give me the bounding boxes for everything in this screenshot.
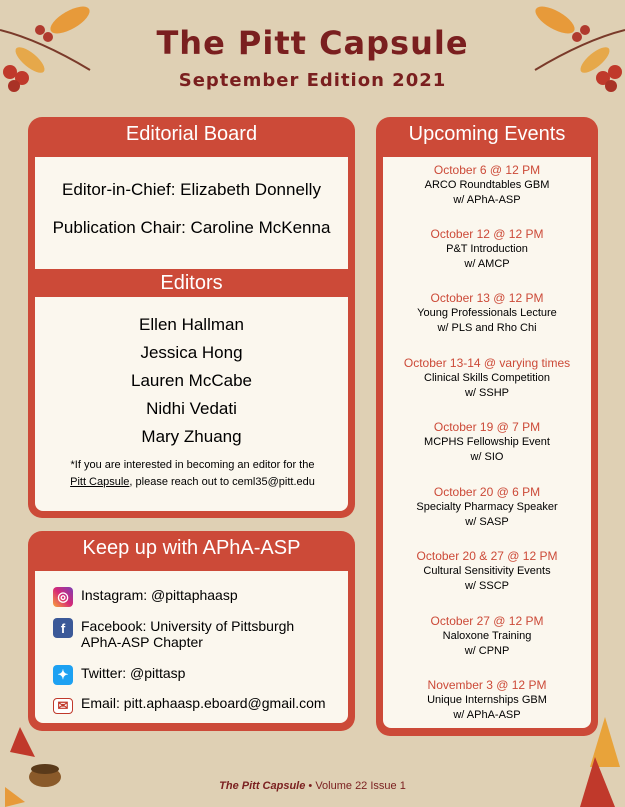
facebook-icon: f — [53, 618, 73, 638]
instagram-row[interactable]: ◎ Instagram: @pittaphaasp — [53, 587, 238, 607]
editors-heading: Editors — [160, 272, 223, 294]
event-item: October 19 @ 7 PM MCPHS Fellowship Event w/ SIO — [424, 420, 550, 463]
pitt-capsule-link[interactable]: Pitt Capsule — [70, 476, 130, 488]
editorial-board-heading: Editorial Board — [125, 123, 258, 145]
event-item: October 13-14 @ varying times Clinical Skills Competition w/ SSHP — [403, 356, 571, 399]
keep-up-card — [28, 531, 355, 731]
editor-name: Nidhi Vedati — [146, 399, 237, 418]
event-item: October 20 @ 6 PM Specialty Pharmacy Speaker w/ SASP — [416, 485, 558, 528]
twitter-row[interactable]: ✦ Twitter: @pittasp — [53, 665, 185, 685]
footer-publication: The Pitt Capsule — [219, 780, 306, 792]
keep-up-heading: Keep up with APhA-ASP — [82, 537, 301, 559]
upcoming-events-heading: Upcoming Events — [408, 123, 566, 145]
event-item: October 27 @ 12 PM Naloxone Training w/ CPNP — [430, 614, 544, 657]
editors-list — [35, 311, 348, 451]
facebook-row[interactable]: f Facebook: University of Pittsburgh APhA-ASP Chapter — [53, 618, 323, 650]
editor-name: Jessica Hong — [140, 343, 243, 362]
email-row[interactable]: ✉ Email: pitt.aphaasp.eboard@gmail.com — [53, 695, 326, 714]
event-item: October 13 @ 12 PM Young Professionals Lecture w/ PLS and Rho Chi — [417, 291, 557, 334]
event-item: October 6 @ 12 PM ARCO Roundtables GBM w/ APhA-ASP — [424, 163, 550, 206]
footer — [0, 780, 625, 792]
editor-name: Ellen Hallman — [139, 315, 244, 334]
upcoming-events-card — [376, 117, 598, 736]
footer-issue: • Volume 22 Issue 1 — [305, 780, 406, 792]
event-item: October 20 & 27 @ 12 PM Cultural Sensitivity Events w/ SSCP — [416, 549, 558, 592]
editor-name: Lauren McCabe — [131, 371, 252, 390]
twitter-icon: ✦ — [53, 665, 73, 685]
editorial-board-card — [28, 117, 355, 518]
editorial-board-body — [35, 157, 348, 269]
upcoming-events-body — [383, 157, 591, 728]
editor-name: Mary Zhuang — [141, 427, 242, 446]
event-item: October 12 @ 12 PM P&T Introduction w/ AMCP — [430, 227, 544, 270]
email-icon: ✉ — [53, 698, 73, 714]
editor-in-chief: Editor-in-Chief: Elizabeth Donnelly — [62, 180, 321, 199]
editor-recruitment-note: *If you are interested in becoming an editor for the Pitt Capsule, please reach out to ceml35@pitt.edu — [70, 459, 315, 488]
instagram-icon: ◎ — [53, 587, 73, 607]
newsletter-title: The Pitt Capsule — [156, 24, 469, 62]
keep-up-body — [35, 571, 348, 723]
publication-chair: Publication Chair: Caroline McKenna — [52, 218, 331, 237]
event-item: November 3 @ 12 PM Unique Internships GBM w/ APhA-ASP — [427, 678, 547, 721]
editors-body — [35, 297, 348, 511]
edition-subtitle: September Edition 2021 — [178, 70, 447, 91]
